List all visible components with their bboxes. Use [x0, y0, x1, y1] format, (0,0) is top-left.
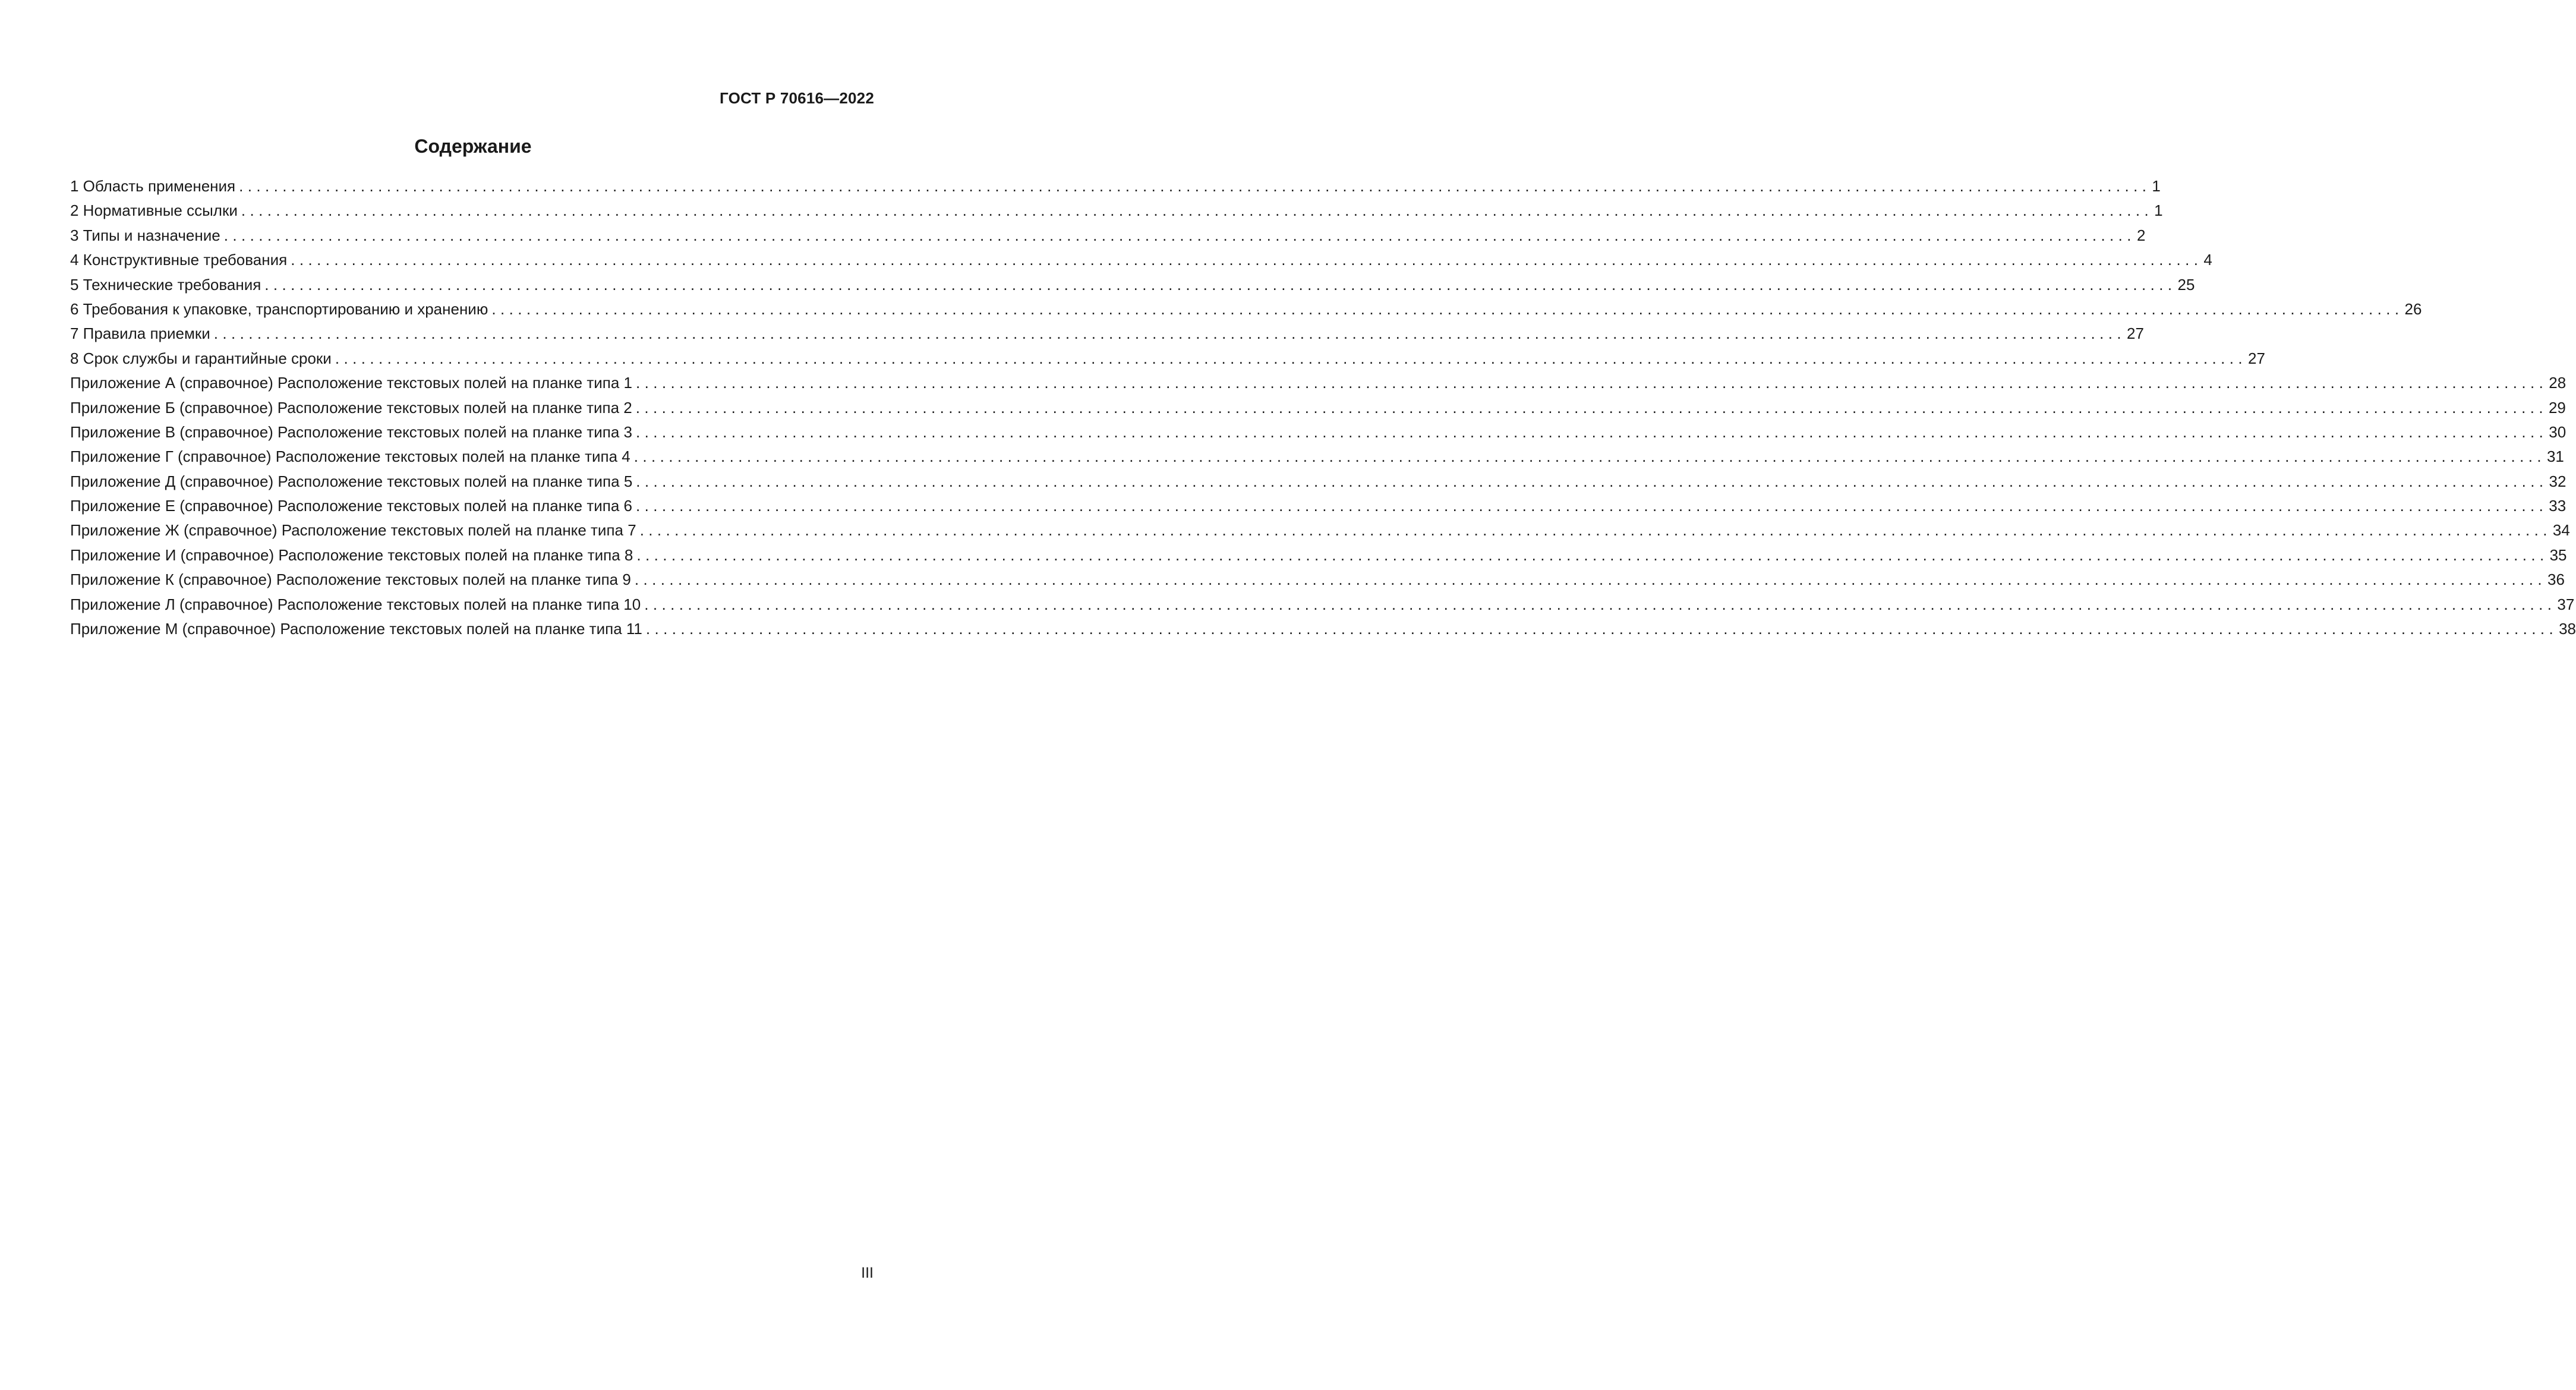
toc-entry-page: 32 — [2549, 472, 2566, 490]
toc-title: Содержание — [414, 135, 532, 157]
toc-entry-label: Приложение В (справочное) Расположение текстовых полей на планке типа 3 — [70, 423, 633, 441]
toc-entry-page: 38 — [2559, 620, 2576, 638]
toc-entry[interactable] — [70, 174, 2161, 198]
toc-dot-leader: ............................................................................................................................................................................................................................ — [241, 201, 2154, 220]
toc-entry[interactable] — [70, 494, 2566, 518]
toc-entry[interactable] — [70, 322, 2144, 346]
toc-entry[interactable] — [70, 297, 2422, 322]
document-code: ГОСТ Р 70616—2022 — [720, 89, 874, 107]
toc-entry-page: 36 — [2547, 571, 2565, 589]
toc-entry[interactable] — [70, 223, 2146, 248]
toc-entry-label: Приложение Л (справочное) Расположение текстовых полей на планке типа 10 — [70, 595, 641, 613]
toc-dot-leader: ............................................................................................................................................................................................................................ — [636, 423, 2548, 441]
toc-entry-label: 4 Конструктивные требования — [70, 251, 288, 269]
toc-entry-page: 26 — [2404, 300, 2422, 318]
toc-entry-page: 4 — [2203, 251, 2212, 269]
toc-entry-page: 33 — [2549, 497, 2566, 515]
toc-entry-page: 25 — [2177, 275, 2195, 294]
toc-entry[interactable] — [70, 543, 2567, 568]
toc-entry[interactable] — [70, 469, 2566, 494]
toc-entry-label: 1 Область применения — [70, 177, 236, 195]
toc-entry-label: 7 Правила приемки — [70, 324, 210, 343]
toc-dot-leader: ............................................................................................................................................................................................................................ — [644, 595, 2556, 613]
toc-dot-leader: ............................................................................................................................................................................................................................ — [645, 620, 2558, 638]
toc-entry[interactable] — [70, 371, 2566, 395]
toc-entry-label: 3 Типы и назначение — [70, 226, 220, 244]
toc-entry[interactable] — [70, 617, 2576, 641]
toc-entry-page: 27 — [2248, 349, 2265, 367]
toc-entry-label: Приложение Д (справочное) Расположение текстовых полей на планке типа 5 — [70, 472, 633, 490]
page-number: III — [861, 1265, 874, 1281]
toc-dot-leader: ............................................................................................................................................................................................................................ — [335, 349, 2247, 367]
toc-entry-page: 1 — [2152, 177, 2161, 195]
toc-entry-page: 35 — [2549, 546, 2567, 564]
toc-entry-label: Приложение Е (справочное) Расположение текстовых полей на планке типа 6 — [70, 497, 633, 515]
toc-dot-leader: ............................................................................................................................................................................................................................ — [264, 275, 2177, 294]
toc-entry[interactable] — [70, 592, 2575, 617]
toc-dot-leader: ............................................................................................................................................................................................................................ — [635, 398, 2547, 417]
toc-entry-label: 6 Требования к упаковке, транспортированию и хранению — [70, 300, 488, 318]
toc-entry-page: 1 — [2154, 201, 2163, 220]
toc-entry-label: 8 Срок службы и гарантийные сроки — [70, 349, 332, 367]
toc-entry-label: Приложение М (справочное) Расположение текстовых полей на планке типа 11 — [70, 620, 642, 638]
toc-entry[interactable] — [70, 445, 2564, 469]
toc-entry-page: 31 — [2546, 447, 2564, 466]
toc-entry[interactable] — [70, 198, 2163, 223]
toc-dot-leader: ............................................................................................................................................................................................................................ — [634, 571, 2547, 589]
toc-entry[interactable] — [70, 420, 2566, 445]
toc-entry[interactable] — [70, 248, 2212, 272]
table-of-contents — [70, 174, 2576, 641]
toc-entry[interactable] — [70, 346, 2265, 371]
toc-entry-label: Приложение Б (справочное) Расположение текстовых полей на планке типа 2 — [70, 398, 632, 417]
toc-dot-leader: ............................................................................................................................................................................................................................ — [291, 251, 2203, 269]
toc-dot-leader: ............................................................................................................................................................................................................................ — [633, 447, 2546, 466]
toc-entry-label: Приложение А (справочное) Расположение текстовых полей на планке типа 1 — [70, 374, 633, 392]
toc-entry[interactable] — [70, 518, 2570, 543]
toc-entry-label: Приложение Г (справочное) Расположение текстовых полей на планке типа 4 — [70, 447, 630, 466]
toc-entry-page: 28 — [2549, 374, 2566, 392]
toc-dot-leader: ............................................................................................................................................................................................................................ — [636, 497, 2548, 515]
toc-entry-label: Приложение К (справочное) Расположение текстовых полей на планке типа 9 — [70, 571, 631, 589]
toc-entry-label: 2 Нормативные ссылки — [70, 201, 238, 220]
toc-dot-leader: ............................................................................................................................................................................................................................ — [491, 300, 2404, 318]
toc-entry-label: 5 Технические требования — [70, 275, 261, 294]
toc-dot-leader: ............................................................................................................................................................................................................................ — [639, 521, 2552, 540]
toc-entry-page: 27 — [2126, 324, 2144, 343]
toc-dot-leader: ............................................................................................................................................................................................................................ — [213, 324, 2126, 343]
toc-entry-label: Приложение Ж (справочное) Расположение текстовых полей на планке типа 7 — [70, 521, 636, 540]
toc-entry[interactable] — [70, 568, 2565, 592]
toc-dot-leader: ............................................................................................................................................................................................................................ — [636, 546, 2549, 564]
toc-dot-leader: ............................................................................................................................................................................................................................ — [223, 226, 2136, 244]
toc-dot-leader: ............................................................................................................................................................................................................................ — [636, 472, 2548, 490]
toc-entry-label: Приложение И (справочное) Расположение текстовых полей на планке типа 8 — [70, 546, 633, 564]
toc-dot-leader: ............................................................................................................................................................................................................................ — [239, 177, 2151, 195]
toc-entry[interactable] — [70, 273, 2195, 297]
toc-entry-page: 34 — [2552, 521, 2570, 540]
toc-entry[interactable] — [70, 396, 2566, 420]
toc-entry-page: 37 — [2557, 595, 2575, 613]
toc-entry-page: 30 — [2549, 423, 2566, 441]
toc-entry-page: 29 — [2548, 398, 2566, 417]
toc-entry-page: 2 — [2136, 226, 2146, 244]
toc-dot-leader: ............................................................................................................................................................................................................................ — [636, 374, 2548, 392]
